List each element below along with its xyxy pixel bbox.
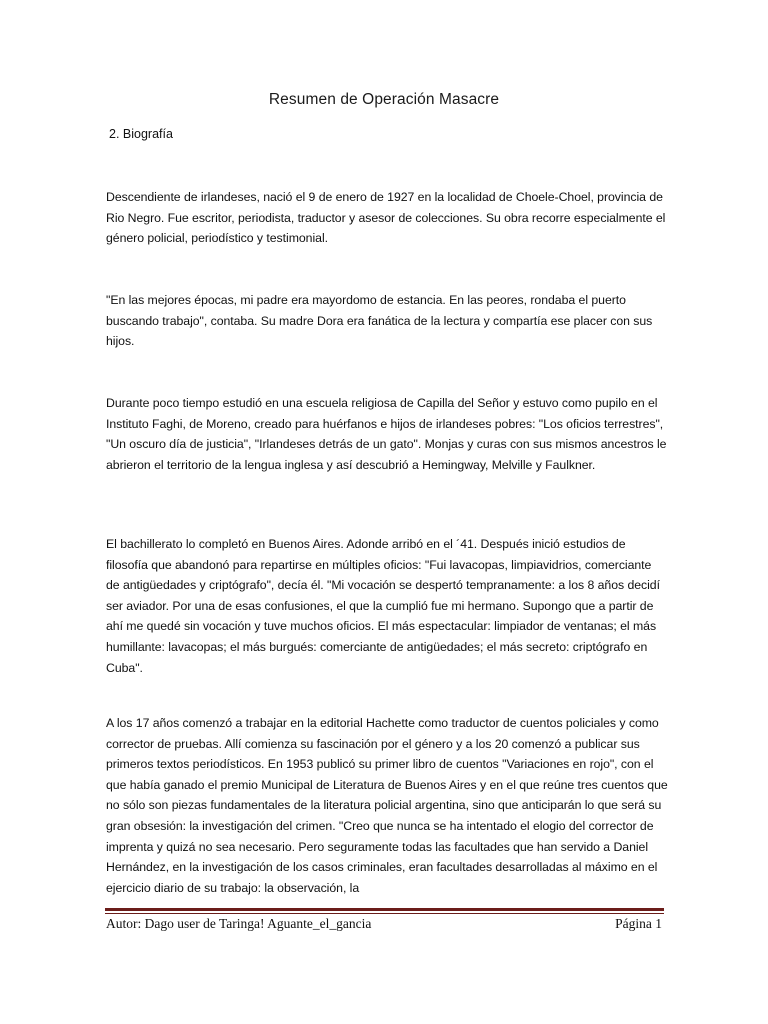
page-title: Resumen de Operación Masacre <box>268 91 500 108</box>
paragraph-2: "En las mejores épocas, mi padre era mayordomo de estancia. En las peores, rondaba el puerto buscando trabajo", contaba. Su madre Dora era fanática de la lectura y compartía ese placer con sus hijos. <box>106 293 653 349</box>
paragraph-3: Durante poco tiempo estudió en una escuela religiosa de Capilla del Señor y estuvo como pupilo en el Instituto Faghi, de Moreno, creado para huérfanos e hijos de irlandeses pobres: "Los oficios terrestres", "Un oscuro día de justicia", "Irlandeses detrás de un gato". Monjas y curas con sus mismos ancestros le abrieron el territorio de la lengua inglesa y así descubrió a Hemingway, Melville y Faulkner. <box>106 396 667 472</box>
footer-author: Autor: Dago user de Taringa! Aguante_el_gancia <box>106 916 372 931</box>
paragraph-1: Descendiente de irlandeses, nació el 9 de enero de 1927 en la localidad de Choele-Choel, provincia de Rio Negro. Fue escritor, periodista, traductor y asesor de colecciones. Su obra recorre especialmente el género policial, periodístico y testimonial. <box>106 190 666 246</box>
paragraph-5: A los 17 años comenzó a trabajar en la editorial Hachette como traductor de cuentos policiales y como corrector de pruebas. Allí comienza su fascinación por el género y a los 20 comenzó a publicar sus primeros textos periodísticos. En 1953 publicó su primer libro de cuentos "Variaciones en rojo", con el que había ganado el premio Municipal de Literatura de Buenos Aires y en el que reúne tres cuentos que no sólo son piezas fundamentales de la literatura policial argentina, sino que anticiparán lo que será su gran obsesión: la investigación del crimen. "Creo que nunca se ha intentado el elogio del corrector de imprenta y quizá no sea necesario. Pero seguramente todas las facultades que han servido a Daniel Hernández, en la investigación de los casos criminales, eran facultades desarrolladas al máximo en el ejercicio diario de su trabajo: la observación, la <box>106 716 668 895</box>
footer-page-number: Página 1 <box>615 916 662 931</box>
paragraph-4: El bachillerato lo completó en Buenos Aires. Adonde arribó en el ´41. Después inició estudios de filosofía que abandonó para repartirse en múltiples oficios: "Fui lavacopas, limpiavidrios, comerciante de antigüedades y criptógrafo", decía él. "Mi vocación se despertó tempranamente: a los 8 años decidí ser aviador. Por una de esas confusiones, el que la cumplió fue mi hermano. Supongo que a partir de ahí me quedé sin vocación y tuve muchos oficios. El más espectacular: limpiador de ventanas; el más humillante: lavacopas; el más burgués: comerciante de antigüedades; el más secreto: criptógrafo en Cuba". <box>106 537 660 675</box>
footer-rule-thin <box>105 913 664 914</box>
section-heading: 2. Biografía <box>109 127 173 141</box>
footer-rule-thick <box>105 908 664 911</box>
